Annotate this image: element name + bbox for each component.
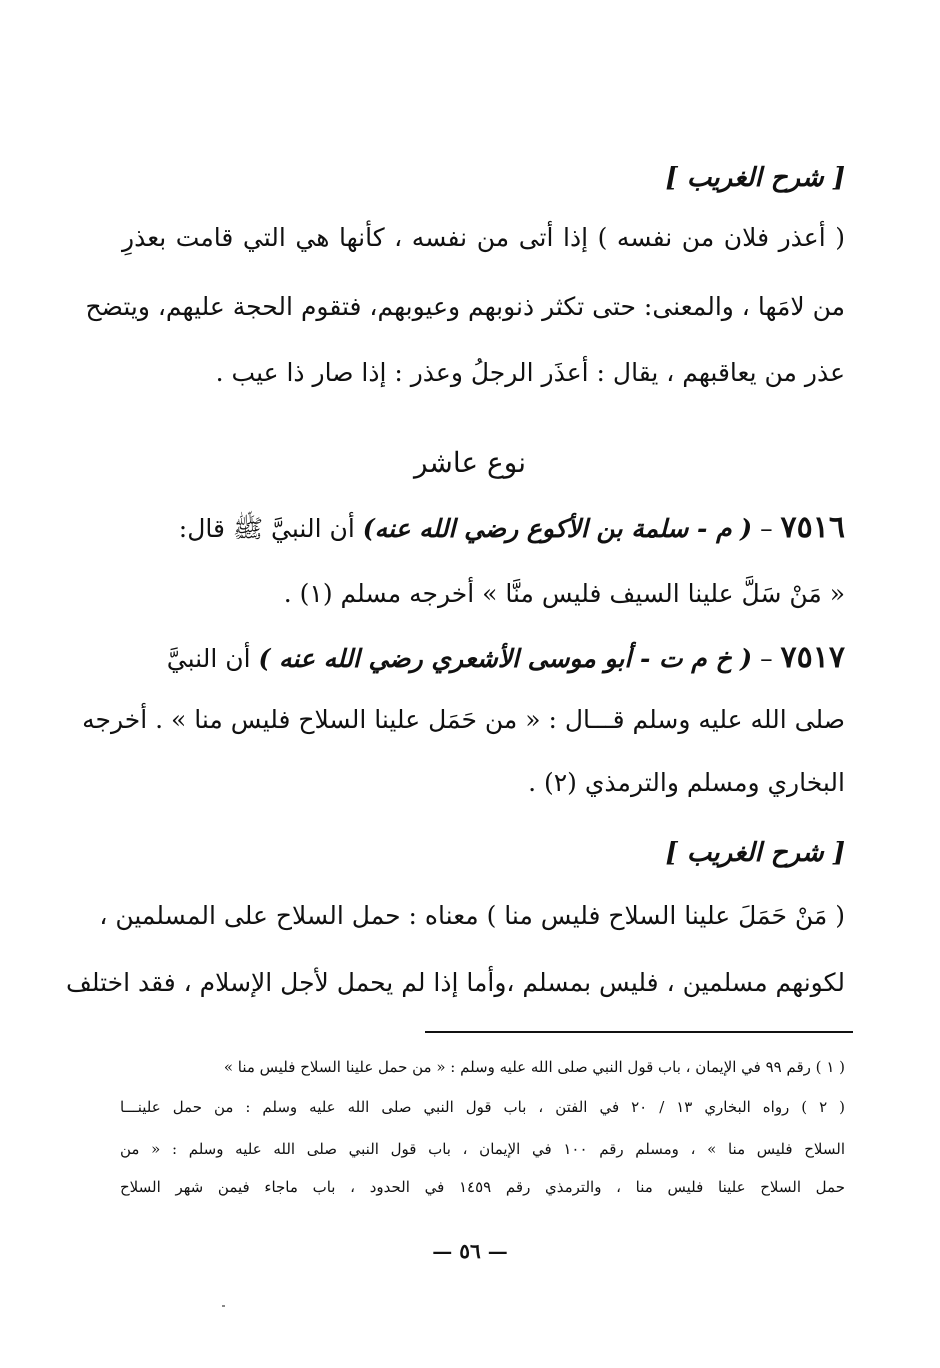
hadith-text: أن النبيَّ — [166, 644, 259, 673]
section-heading-gharib-1: [ شرح الغريب ] — [665, 163, 845, 193]
footnote-divider — [425, 1031, 853, 1033]
footnote-2-line-1: ( ٢ ) رواه البخاري ١٣ / ٢٠ في الفتن ، باب قول النبي صلى الله عليه وسلم : من حمل علينـــا — [120, 1098, 845, 1116]
section-heading-gharib-2: [ شرح الغريب ] — [665, 838, 845, 868]
hadith-7517-line-1 — [122, 638, 845, 679]
page-number: — ٥٦ — — [432, 1239, 508, 1263]
hadith-7517-line-3: البخاري ومسلم والترمذي (٢) . — [528, 768, 845, 797]
hadith-7517-line-2: صلى الله عليه وسلم قـــال : « من حَمَل علينا السلاح فليس منا » . أخرجه — [82, 705, 845, 734]
paragraph-2-line-1: ( مَنْ حَمَلَ علينا السلاح فليس منا ) معناه : حمل السلاح على المسلمين ، — [99, 901, 845, 930]
hadith-source: ( م - سلمة بن الأكوع رضي الله عنه) — [362, 514, 753, 543]
paragraph-line-1: ( أعذر فلان من نفسه ) إذا أتى من نفسه ، كأنها هي التي قامت بعذرِ — [122, 223, 845, 252]
paragraph-2-line-2: لكونهم مسلمين ، فليس بمسلم ،وأما إذا لم يحمل لأجل الإسلام ، فقد اختلف — [65, 968, 845, 997]
hadith-7516-line-2: « مَنْ سَلَّ علينا السيف فليس منَّا » أخرجه مسلم (١) . — [283, 579, 845, 608]
footnote-2-line-3: حمل السلاح علينا فليس منا ، والترمذي رقم ١٤٥٩ في الحدود ، باب ماجاء فيمن شهر السلاح — [120, 1178, 845, 1196]
hadith-number: ٧٥١٦ — [780, 510, 845, 545]
paragraph-line-3: عذر من يعاقبهم ، يقال : أعذَر الرجلُ وعذر : إذا صار ذا عيب . — [215, 358, 845, 387]
section-title: نوع عاشر — [413, 446, 526, 479]
paragraph-line-2: من لامَها ، والمعنى: حتى تكثر ذنوبهم وعيوبهم، فتقوم الحجة عليهم، ويتضح — [85, 292, 845, 321]
hadith-source: ( خ م ت - أبو موسى الأشعري رضي الله عنه ) — [258, 644, 753, 673]
hadith-dash: – — [752, 644, 781, 673]
footnote-1: ( ١ ) رقم ٩٩ في الإيمان ، باب قول النبي صلى الله عليه وسلم : « من حمل علينا السلاح فليس منا » — [223, 1058, 845, 1076]
hadith-number: ٧٥١٧ — [780, 640, 845, 675]
hadith-7516-line-1 — [122, 508, 845, 549]
footnote-2-line-2: السلاح فليس منا » ، ومسلم رقم ١٠٠ في الإيمان ، باب قول النبي صلى الله عليه وسلم : « من — [120, 1140, 845, 1158]
scan-speck — [222, 1305, 225, 1307]
hadith-text: أن النبيَّ ﷺ قال: — [178, 514, 363, 543]
hadith-dash: – — [752, 514, 781, 543]
